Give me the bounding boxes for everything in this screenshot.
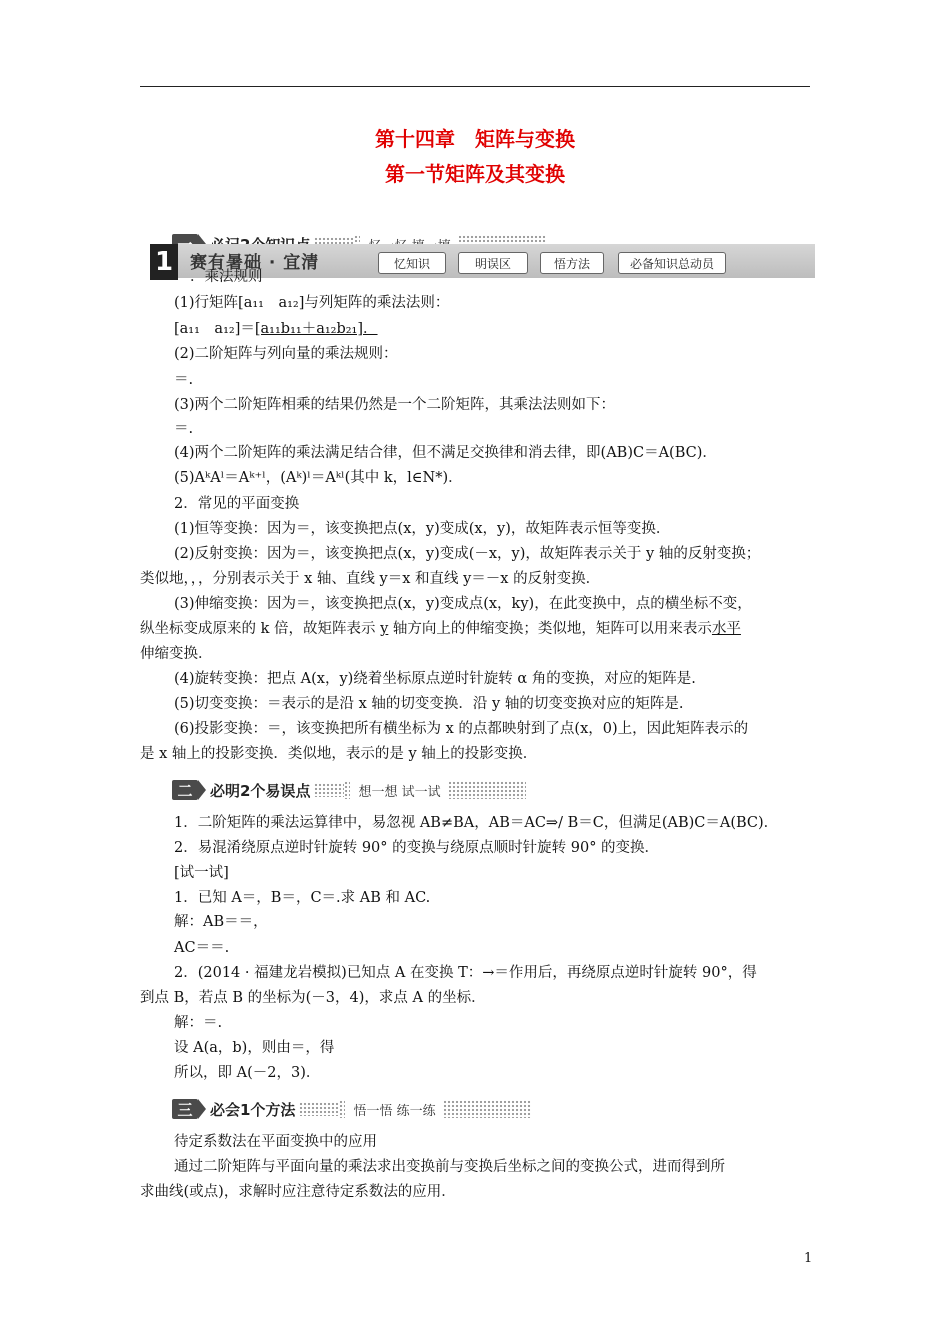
text-line: (6)投影变换：＝，该变换把所有横坐标为 x 的点都映射到了点(x，0)上，因此矩阵表示的: [174, 721, 749, 737]
text-span: 轴方向上的伸缩变换；类似地，矩阵可以用来表示: [388, 621, 712, 637]
text-line: 2．(2014 · 福建龙岩模拟)已知点 A 在变换 T：→＝作用后，再绕原点逆时针旋转 90°，得: [174, 965, 757, 981]
banner-text: 赛有暑础 · 宜清: [190, 253, 320, 273]
section-hint: 想一想 试一试: [350, 781, 448, 800]
section-heading: 必会1个方法: [210, 1100, 296, 1119]
section-hint: 悟一悟 练一练: [345, 1100, 443, 1119]
text-line: (4)旋转变换：把点 A(x，y)绕着坐标原点逆时针旋转 α 角的变换，对应的矩阵是.: [174, 671, 696, 687]
text-line: 解：AB＝＝，: [174, 914, 268, 930]
chapter-title: 第十四章 矩阵与变换: [375, 127, 575, 151]
section-heading: 必明2个易误点: [210, 781, 311, 800]
section-header-3: [172, 1098, 531, 1120]
text-line: 求曲线(或点)，求解时应注意待定系数法的应用．: [140, 1184, 456, 1200]
chip-recall: 忆知识: [378, 252, 446, 274]
text-line: [试一试]: [174, 865, 229, 881]
text-line: ＝.: [174, 372, 194, 388]
text-line: 类似地，，，分别表示关于 x 轴、直线 y＝x 和直线 y＝－x 的反射变换．: [140, 571, 601, 587]
chip-summary: 必备知识总动员: [618, 252, 726, 274]
text-line: 2．易混淆绕原点逆时针旋转 90° 的变换与绕原点顺时针旋转 90° 的变换．: [174, 840, 660, 856]
text-line: 到点 B，若点 B 的坐标为(－3，4)，求点 A 的坐标．: [140, 990, 486, 1006]
section-title: 第一节矩阵及其变换: [385, 162, 565, 186]
text-line: (4)两个二阶矩阵的乘法满足结合律，但不满足交换律和消去律，即(AB)C＝A(BC)．: [174, 445, 717, 461]
underlined-answer: 水平: [711, 621, 741, 637]
text-line: ＝.: [174, 421, 194, 437]
text-line: (2)二阶矩阵与列向量的乘法规则：: [174, 346, 398, 362]
text-line: 待定系数法在平面变换中的应用: [174, 1134, 377, 1150]
text-line: (1)行矩阵[a₁₁ a₁₂]与列矩阵的乘法法则：: [174, 295, 450, 311]
dot-pattern: [299, 1102, 339, 1116]
chip-mistakes: 明误区: [458, 252, 528, 274]
text-line: (3)两个二阶矩阵相乘的结果仍然是一个二阶矩阵，其乘法法则如下：: [174, 397, 616, 413]
text-line: [140, 620, 741, 638]
section-badge: 三: [172, 1099, 198, 1119]
section-badge: 二: [172, 780, 198, 800]
hint-box: [344, 781, 526, 799]
text-line: (1)恒等变换：因为＝，该变换把点(x，y)变成(x，y)，故矩阵表示恒等变换．: [174, 521, 671, 537]
section-header-2: [172, 779, 526, 801]
text-line: (2)反射变换：因为＝，该变换把点(x，y)变成(－x，y)，故矩阵表示关于 y 轴的反射变换；: [174, 546, 761, 562]
text-line: AC＝＝.: [174, 940, 230, 956]
text-line: ．乘法规则: [190, 269, 263, 285]
underlined-answer: y: [380, 621, 389, 637]
text-line: 是 x 轴上的投影变换．类似地，表示的是 y 轴上的投影变换．: [140, 746, 538, 762]
page-number: 1: [804, 1251, 813, 1266]
hint-box: [339, 1100, 531, 1118]
text-line: [174, 320, 378, 338]
underlined-answer: [a₁₁b₁₁＋a₁₂b₂₁]．: [254, 321, 378, 337]
banner-number: 1: [150, 244, 178, 280]
dot-pattern: [314, 783, 344, 797]
text-line: 通过二阶矩阵与平面向量的乘法求出变换前与变换后坐标之间的变换公式，进而得到所: [174, 1159, 725, 1175]
text-line: (5)切变变换：＝表示的是沿 x 轴的切变变换．沿 y 轴的切变变换对应的矩阵是.: [174, 696, 684, 712]
text-span: [a₁₁ a₁₂]＝: [174, 321, 255, 337]
text-line: 所以，即 A(－2，3)．: [174, 1065, 321, 1081]
text-line: (5)AᵏAˡ＝Aᵏ⁺ˡ，(Aᵏ)ˡ＝Aᵏˡ(其中 k，l∈N*)．: [174, 470, 463, 486]
chip-method: 悟方法: [540, 252, 604, 274]
chevron-icon: [198, 780, 206, 800]
text-line: 解：＝.: [174, 1015, 223, 1031]
text-line: (3)伸缩变换：因为＝，该变换把点(x，y)变成点(x，ky)，在此变换中，点的横坐标不变，: [174, 596, 752, 612]
text-line: 设 A(a，b)，则由＝，得: [174, 1040, 335, 1056]
text-line: 2．常见的平面变换: [174, 496, 300, 512]
chevron-icon: [198, 1099, 206, 1119]
text-line: 1．二阶矩阵的乘法运算律中，易忽视 AB≠BA，AB＝AC⇒/ B＝C，但满足(AB)C＝A(BC)．: [174, 815, 779, 831]
top-rule: [140, 86, 810, 87]
text-line: 伸缩变换．: [140, 646, 213, 662]
text-span: 纵坐标变成原来的 k 倍，故矩阵表示: [140, 621, 381, 637]
text-line: 1．已知 A＝，B＝，C＝.求 AB 和 AC.: [174, 890, 431, 906]
